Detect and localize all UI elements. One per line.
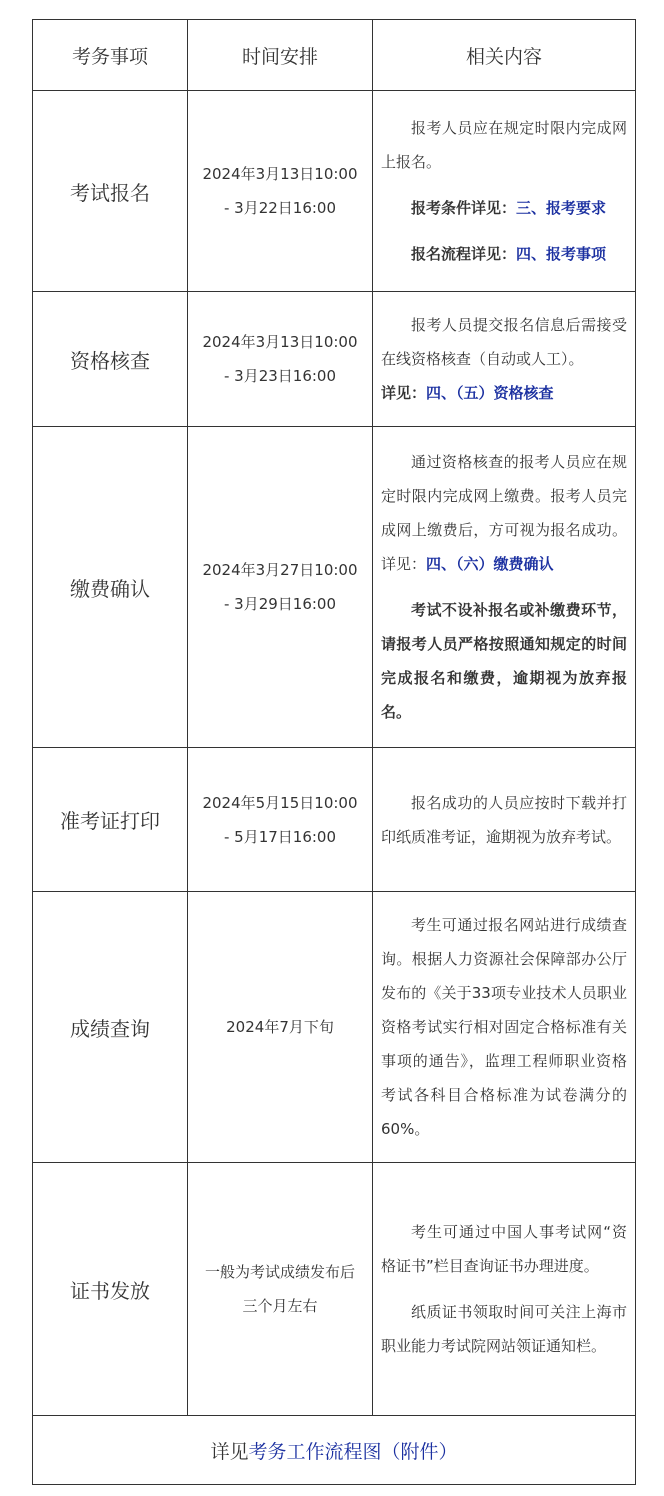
ref-link-exam-requirements[interactable]: 三、报考要求 — [516, 199, 607, 217]
row-time — [188, 748, 373, 892]
content-text: 报考人员提交报名信息后需接受在线资格核查（自动或人工）。 — [381, 316, 627, 368]
ref-link-payment-confirmation[interactable]: 四、（六）缴费确认 — [426, 555, 554, 573]
time-start: 2024年3月13日10:00 — [202, 333, 358, 351]
row-content — [373, 292, 636, 427]
time-end: - 3月29日16:00 — [223, 595, 337, 613]
row-content — [373, 1163, 636, 1416]
time-start: 2024年7月下旬 — [226, 1018, 334, 1036]
content-text: 考生可通过报名网站进行成绩查询。根据人力资源社会保障部办公厅发布的《关于33项专业技术人员职业资格考试实行相对固定合格标准有关事项的通告》，监理工程师职业资格考试各科目合格标准为试卷满分的60%。 — [381, 916, 627, 1138]
table-header-row — [33, 20, 636, 91]
time-start: 2024年3月27日10:00 — [202, 561, 358, 579]
row-item: 证书发放 — [33, 1163, 188, 1416]
time-start: 2024年5月15日10:00 — [202, 793, 358, 812]
row-item: 考试报名 — [33, 91, 188, 292]
content-text: 纸质证书领取时间可关注上海市职业能力考试院网站领证通知栏。 — [381, 1303, 627, 1355]
footer-cell — [33, 1416, 636, 1485]
row-time — [188, 427, 373, 748]
time-end: - 5月17日16:00 — [223, 827, 337, 846]
header-item: 考务事项 — [33, 20, 188, 91]
row-item: 缴费确认 — [33, 427, 188, 748]
table-footer-row — [33, 1416, 636, 1485]
content-warning: 考试不设补报名或补缴费环节，请报考人员严格按照通知规定的时间完成报名和缴费，逾期视为放弃报名。 — [381, 601, 627, 721]
row-item: 准考证打印 — [33, 748, 188, 892]
row-content — [373, 91, 636, 292]
content-text: 通过资格核查的报考人员应在规定时限内完成网上缴费。报考人员完成网上缴费后，方可视为报名成功。详见： — [381, 453, 627, 573]
table-row — [33, 91, 636, 292]
table-row — [33, 1163, 636, 1416]
row-content — [373, 427, 636, 748]
table-row — [33, 427, 636, 748]
header-time: 时间安排 — [188, 20, 373, 91]
time-end: - 3月23日16:00 — [223, 367, 337, 385]
row-content — [373, 892, 636, 1163]
ref-label: 报名流程详见： — [411, 245, 517, 263]
content-text: 报考人员应在规定时限内完成网上报名。 — [381, 119, 627, 171]
ref-link-registration-matters[interactable]: 四、报考事项 — [516, 245, 607, 263]
table-row — [33, 892, 636, 1163]
table-row — [33, 748, 636, 892]
time-start: 2024年3月13日10:00 — [202, 165, 358, 183]
ref-label: 报考条件详见： — [411, 199, 517, 217]
exam-schedule-table — [32, 19, 636, 1485]
workflow-chart-link[interactable]: 考务工作流程图（附件） — [248, 1440, 458, 1463]
row-time — [188, 1163, 373, 1416]
row-time — [188, 292, 373, 427]
row-content — [373, 748, 636, 892]
ref-link-qualification-check[interactable]: 四、（五）资格核查 — [426, 384, 554, 402]
ref-label: 详见： — [381, 384, 427, 402]
content-text: 报名成功的人员应按时下载并打印纸质准考证，逾期视为放弃考试。 — [381, 793, 627, 846]
footer-prefix: 详见 — [210, 1440, 249, 1463]
row-item: 成绩查询 — [33, 892, 188, 1163]
content-text: 考生可通过中国人事考试网“资格证书”栏目查询证书办理进度。 — [381, 1223, 627, 1275]
table-row — [33, 292, 636, 427]
row-item: 资格核查 — [33, 292, 188, 427]
row-time — [188, 91, 373, 292]
header-content: 相关内容 — [373, 20, 636, 91]
row-time — [188, 892, 373, 1163]
time-end: 三个月左右 — [242, 1297, 318, 1315]
time-start: 一般为考试成绩发布后 — [204, 1263, 355, 1281]
time-end: - 3月22日16:00 — [223, 199, 337, 217]
